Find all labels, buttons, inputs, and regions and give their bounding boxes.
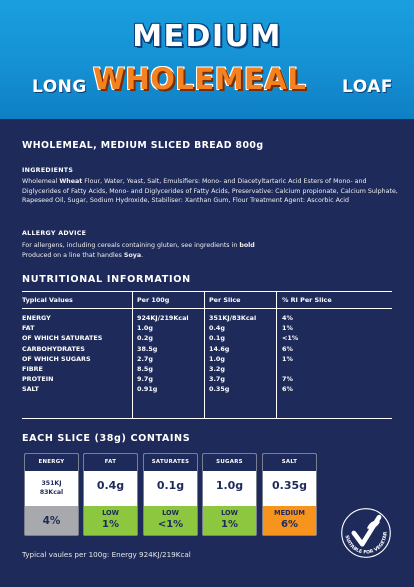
row-slice: 0.35g	[209, 385, 230, 394]
gda-label: SATURATES	[144, 454, 197, 471]
allergen-soya: Soya	[123, 251, 142, 259]
allergy-line-2	[22, 251, 402, 261]
row-ri: 1%	[282, 324, 293, 333]
row-label: OF WHICH SUGARS	[22, 354, 91, 363]
gda-label: SALT	[263, 454, 316, 471]
row-slice: 351KJ/83Kcal	[209, 314, 257, 322]
row-label: FAT	[22, 324, 35, 333]
row-slice: 0.4g	[209, 324, 225, 333]
gda-level: LOW	[102, 509, 119, 517]
row-ri: <1%	[282, 334, 299, 343]
gda-level: LOW	[221, 509, 238, 517]
gda-band	[263, 506, 316, 535]
row-label: FIBRE	[22, 364, 43, 373]
table-divider	[276, 291, 277, 418]
row-ri: 1%	[282, 354, 293, 363]
allergy-line-1	[22, 241, 402, 251]
title-wholemeal: WHOLEMEAL	[93, 62, 307, 96]
ingredients-heading: INGREDIENTS	[22, 167, 74, 174]
row-ri: 6%	[282, 385, 293, 394]
row-slice: 0.1g	[209, 334, 225, 343]
gda-percent: 1%	[221, 519, 238, 530]
gda-salt	[262, 453, 317, 536]
nutrition-table	[22, 291, 392, 395]
title-line	[0, 60, 414, 100]
table-row	[22, 313, 392, 323]
gda-label: FAT	[84, 454, 137, 471]
row-ri: 6%	[282, 344, 293, 353]
row-per100: 1.0g	[137, 324, 153, 333]
allergy-heading: ALLERGY ADVICE	[22, 230, 87, 237]
row-slice: 1.0g	[209, 354, 225, 363]
row-per100: 924KJ/219Kcal	[137, 314, 189, 322]
row-slice: 3.2g	[209, 364, 225, 373]
row-slice: 3.7g	[209, 375, 225, 384]
row-label: CARBOHYDRATES	[22, 344, 85, 353]
header-banner	[0, 0, 414, 119]
table-divider	[204, 291, 205, 418]
row-ri: 4%	[282, 314, 293, 322]
footnote: Typical vaules per 100g: Energy 924KJ/219Kcal	[22, 550, 191, 559]
gda-label: ENERGY	[25, 454, 78, 471]
allergy-bold-word: bold	[239, 242, 255, 249]
table-row	[22, 323, 392, 333]
row-per100: 0.91g	[137, 385, 158, 394]
row-ri: 7%	[282, 375, 293, 384]
gda-value: 0.1g	[156, 479, 185, 492]
table-row	[22, 374, 392, 384]
gda-band	[203, 506, 256, 535]
row-label: PROTEIN	[22, 375, 54, 384]
row-label: SALT	[22, 385, 39, 394]
gda-sugars	[202, 453, 257, 536]
row-per100: 0.2g	[137, 334, 153, 343]
col-header-per100: Per 100g	[137, 296, 170, 304]
gda-band	[144, 506, 197, 535]
table-row	[22, 384, 392, 394]
gda-band	[84, 506, 137, 535]
table-row	[22, 364, 392, 374]
gda-label: SUGARS	[203, 454, 256, 471]
gda-level: LOW	[162, 509, 179, 517]
row-label: ENERGY	[22, 314, 51, 322]
col-header-slice: Per Slice	[209, 296, 241, 304]
col-header-ri: % RI Per Slice	[282, 296, 332, 304]
gda-energy	[24, 453, 79, 536]
vegetarian-approved-icon	[338, 505, 394, 561]
table-bottom-rule	[22, 418, 392, 419]
gda-percent: 1%	[102, 519, 119, 530]
svg-text:SUITABLE FOR VEGETARIANS: SUITABLE FOR VEGETAR	[343, 531, 389, 556]
gda-value: 0.4g	[96, 479, 125, 492]
ingredients-text-part: Flour, Water, Yeast, Salt, Emulsifiers: Mono- and Diacetyltartaric Acid Esters of Mono- and Diglycerides of Fatty Acids, Mono- and Diglycerides of Fatty Acids, Preservative: Calcium propionate, Calcium Sulphate, Rapeseed Oil, Sugar, Sodium Hydroxide, Stabiliser: Xanthan Gum, Flour Treatment Agent: Ascorbic Acid	[22, 178, 398, 205]
allergy-text-part: Produced on a line that handles	[22, 251, 124, 259]
title-loaf: LOAF	[342, 77, 393, 97]
row-per100: 9.7g	[137, 375, 153, 384]
each-slice-heading: EACH SLICE (38g) CONTAINS	[22, 433, 191, 444]
gda-percent: 6%	[281, 519, 298, 530]
gda-band	[25, 506, 78, 535]
ingredients-text	[22, 177, 402, 206]
gda-value	[25, 479, 78, 497]
table-row	[22, 344, 392, 354]
table-row	[22, 354, 392, 364]
row-label: OF WHICH SATURATES	[22, 334, 103, 343]
gda-value-kj: 351KJ	[41, 480, 62, 487]
gda-percent: 4%	[42, 515, 61, 527]
row-per100: 38.5g	[137, 344, 158, 353]
gda-fat	[83, 453, 138, 536]
allergy-text-part: .	[141, 251, 144, 259]
ingredients-text-part: Wholemeal	[22, 178, 60, 185]
allergy-text	[22, 241, 402, 260]
table-row	[22, 333, 392, 343]
col-header-typical: Typical Values	[22, 296, 73, 304]
gda-value: 1.0g	[215, 479, 244, 492]
title-medium: MEDIUM	[132, 19, 282, 54]
gda-level: MEDIUM	[274, 509, 305, 517]
row-slice: 14.6g	[209, 344, 230, 353]
row-per100: 2.7g	[137, 354, 153, 363]
row-per100: 8.5g	[137, 364, 153, 373]
allergy-text-part: For allergens, including cereals containing gluten, see ingredients in	[22, 242, 240, 249]
product-name: WHOLEMEAL, MEDIUM SLICED BREAD 800g	[22, 140, 264, 151]
gda-saturates	[143, 453, 198, 536]
allergen-wheat: Wheat	[59, 178, 83, 185]
table-header-row	[22, 291, 392, 309]
gda-value-kcal: 83Kcal	[39, 489, 64, 496]
gda-value: 0.35g	[271, 479, 307, 492]
gda-percent: <1%	[157, 519, 184, 530]
table-divider	[132, 291, 133, 418]
nutrition-heading: NUTRITIONAL INFORMATION	[22, 274, 191, 285]
title-long: LONG	[32, 77, 87, 97]
